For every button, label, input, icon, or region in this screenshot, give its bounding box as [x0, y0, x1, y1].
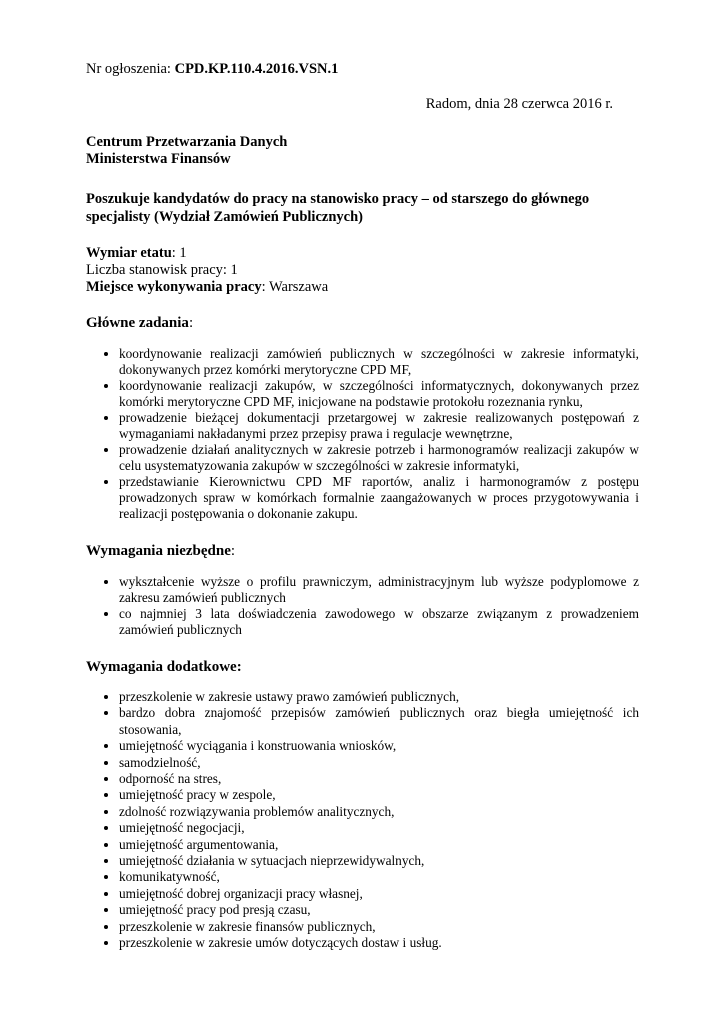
organization-line-2: Ministerstwa Finansów — [86, 151, 231, 167]
tasks-heading-suffix: : — [188, 315, 194, 331]
list-item: • przeszkolenie w zakresie finansów publicznych, — [119, 919, 639, 935]
list-item: • bardzo dobra znajomość przepisów zamówień publicznych oraz biegła umiejętność ich stosowania, — [119, 705, 639, 738]
list-item: • komunikatywność, — [119, 869, 639, 885]
list-item: • prowadzenie działań analitycznych w zakresie potrzeb i harmonogramów realizacji zakupów w celu usystematyzowania zakupów w szczególności w zakresie informatyki, — [119, 442, 639, 474]
list-item: • przedstawianie Kierownictwu CPD MF raportów, analiz i harmonogramów z postępu prowadzonych spraw w komórkach formalnie zaangażowanych w proces przygotowywania i realizacji postępowania o dokonanie zakupu. — [119, 474, 639, 522]
organization-line-1: Centrum Przetwarzania Danych — [86, 134, 288, 150]
organization-name — [86, 134, 639, 168]
tasks-heading — [86, 314, 639, 332]
fte-value: : 1 — [171, 245, 187, 261]
additional-heading — [86, 658, 639, 676]
list-item: • umiejętność negocjacji, — [119, 820, 639, 836]
list-item: • odporność na stres, — [119, 771, 639, 787]
list-item: • umiejętność działania w sytuacjach nieprzewidywalnych, — [119, 853, 639, 869]
positions-line: Liczba stanowisk pracy: 1 — [86, 262, 238, 278]
list-item: • umiejętność argumentowania, — [119, 837, 639, 853]
required-heading-suffix: : — [230, 543, 236, 559]
job-meta — [86, 245, 639, 296]
list-item: • umiejętność pracy w zespole, — [119, 787, 639, 803]
fte-label: Wymiar etatu — [86, 245, 172, 261]
announcement-number-value: CPD.KP.110.4.2016.VSN.1 — [174, 61, 339, 77]
required-heading — [86, 542, 639, 560]
list-item: • umiejętność wyciągania i konstruowania wniosków, — [119, 738, 639, 754]
place-label: Miejsce wykonywania pracy — [86, 279, 262, 295]
place-value: : Warszawa — [261, 279, 329, 295]
required-heading-label: Wymagania niezbędne — [86, 543, 231, 559]
tasks-list — [86, 346, 639, 522]
fte-line — [86, 245, 639, 262]
list-item: • samodzielność, — [119, 755, 639, 771]
announcement-number-label: Nr ogłoszenia: — [86, 61, 175, 77]
additional-heading-label: Wymagania dodatkowe: — [86, 659, 242, 675]
list-item: • co najmniej 3 lata doświadczenia zawodowego w obszarze związanym z prowadzeniem zamówień publicznych — [119, 606, 639, 638]
additional-list — [86, 689, 639, 952]
list-item: • umiejętność pracy pod presją czasu, — [119, 902, 639, 918]
list-item: • umiejętność dobrej organizacji pracy własnej, — [119, 886, 639, 902]
list-item: • wykształcenie wyższe o profilu prawniczym, administracyjnym lub wyższe podyplomowe z zakresu zamówień publicznych — [119, 574, 639, 606]
place-line — [86, 279, 639, 296]
tasks-heading-label: Główne zadania — [86, 315, 189, 331]
list-item: • koordynowanie realizacji zamówień publicznych w szczególności w zakresie informatyki, dokonywanych przez komórki merytoryczne CPD MF, — [119, 346, 639, 378]
job-headline: Poszukuje kandydatów do pracy na stanowisko pracy – od starszego do głównego specjalisty (Wydział Zamówień Publicznych) — [86, 191, 590, 225]
list-item: • przeszkolenie w zakresie ustawy prawo zamówień publicznych, — [119, 689, 639, 705]
announcement-number — [86, 60, 639, 78]
list-item: • prowadzenie bieżącej dokumentacji przetargowej w zakresie realizowanych postępowań z wymaganiami nakładanymi przez przepisy prawa i regulacje wewnętrzne, — [119, 410, 639, 442]
list-item: • zdolność rozwiązywania problemów analitycznych, — [119, 804, 639, 820]
list-item: • koordynowanie realizacji zakupów, w szczególności informatycznych, dokonywanych przez komórki merytoryczne CPD MF, inicjowane na podstawie protokołu rozeznania rynku, — [119, 378, 639, 410]
required-list — [86, 574, 639, 638]
list-item: • przeszkolenie w zakresie umów dotyczących dostaw i usług. — [119, 935, 639, 951]
document-date: Radom, dnia 28 czerwca 2016 r. — [425, 96, 613, 112]
